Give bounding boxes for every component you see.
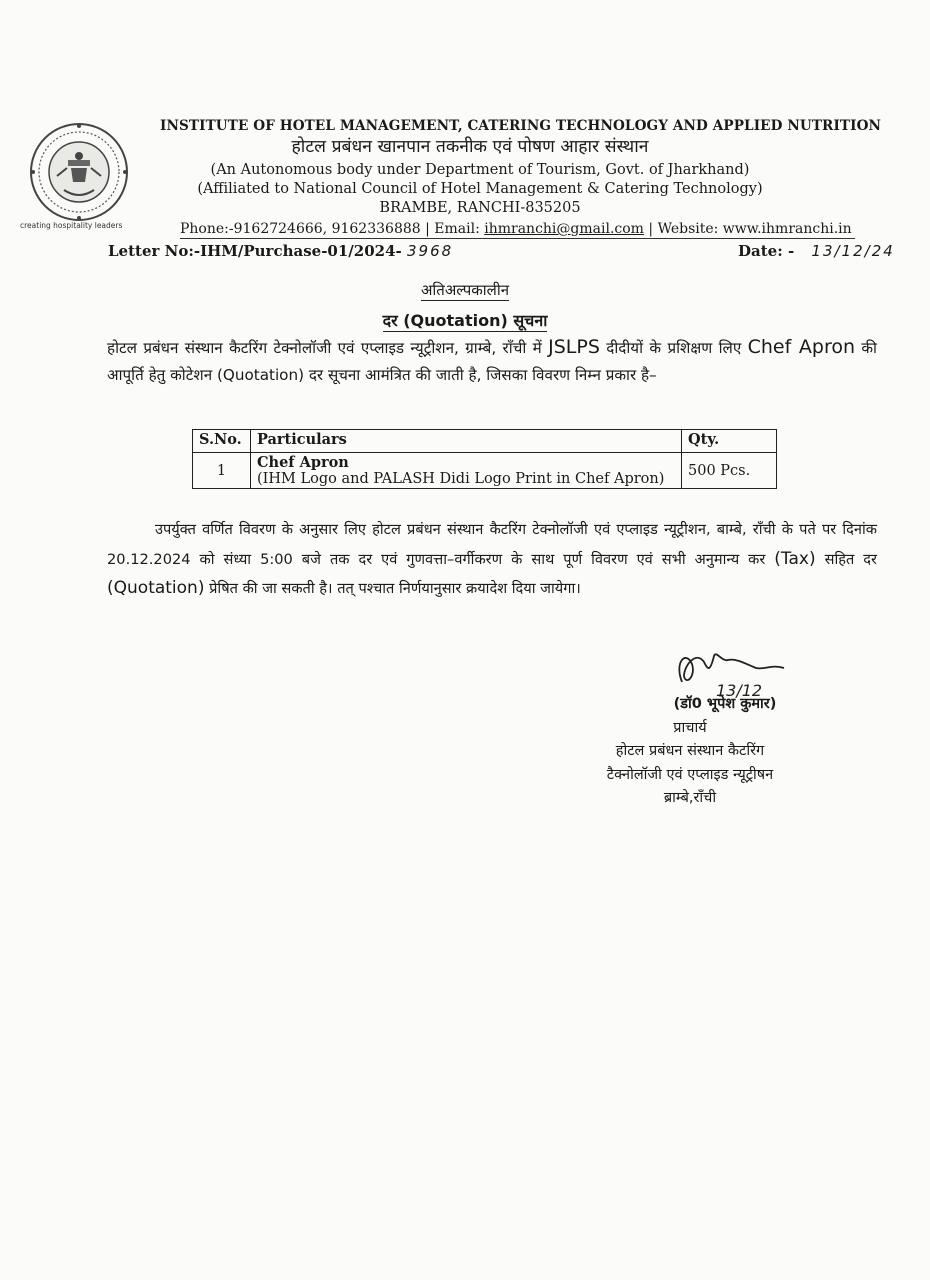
institute-logo-emblem — [24, 120, 134, 224]
notice-title-text: दर (Quotation) सूचना — [382, 311, 548, 330]
signatory-designation: प्राचार्य — [673, 719, 707, 736]
cell-particulars — [251, 453, 682, 489]
autonomous-body-line: (An Autonomous body under Department of Tourism, Govt. of Jharkhand) — [210, 162, 750, 178]
cell-qty: 500 Pcs. — [682, 453, 777, 489]
header-divider — [180, 238, 855, 239]
logo-tagline: creating hospitality leaders — [20, 221, 123, 230]
signatory-org-line1: होटल प्रबंधन संस्थान कैटरिंग — [615, 743, 765, 759]
signatory-org-line2: टैक्नोलॉजी एवं एप्लाइड न्यूट्रीषन — [606, 766, 774, 783]
intro-text-a: होटल प्रबंधन संस्थान कैटरिंग टेक्नोलॉजी एवं एप्लाइड न्यूट्रीशन, ग्राम्बे, राँची में — [107, 339, 549, 357]
terms-tax: (Tax) — [774, 548, 816, 569]
intro-paragraph — [107, 334, 877, 389]
terms-text-a: उपर्युक्त वर्णित विवरण के अनुसार लिए होटल प्रबंधन संस्थान कैटरिंग टेक्नोलॉजी एवं एप्लाइड न्यूट्रीशन, बाम्बे, राँची के पते पर दिनांक 20.12.2024 को संध्या 5:00 बजे तक दर एवं गुणवत्ता–वर्गीकरण के साथ पूर्ण विवरण एवं सभी अनुमान्य कर — [107, 521, 877, 568]
items-table — [192, 429, 777, 489]
urgency-text: अतिअल्पकालीन — [420, 281, 510, 299]
contact-phone: Phone:-9162724666, 9162336888 | Email: — [180, 221, 485, 237]
date-handwritten: 13/12/24 — [811, 242, 895, 260]
intro-text-b: दीदीयों के प्रशिक्षण लिए — [599, 339, 748, 357]
cell-sno: 1 — [193, 453, 251, 489]
header-qty: Qty. — [682, 430, 777, 453]
header-sno: S.No. — [193, 430, 251, 453]
header-particulars: Particulars — [251, 430, 682, 453]
institute-name-hindi: होटल प्रबंधन खानपान तकनीक एवं पोषण आहार संस्थान — [291, 137, 649, 157]
signatory-name: (डॉ0 भूपेश कुमार) — [673, 696, 777, 712]
letter-date — [738, 242, 895, 260]
item-name: Chef Apron — [257, 454, 349, 471]
table-header-row — [193, 430, 777, 453]
terms-text-b: सहित दर — [815, 550, 877, 568]
letter-number-handwritten: 3968 — [406, 242, 454, 260]
address-line: BRAMBE, RANCHI-835205 — [379, 200, 581, 216]
terms-quotation: (Quotation) — [107, 578, 205, 598]
urgency-heading — [0, 280, 930, 300]
letter-number-label: Letter No:-IHM/Purchase-01/2024- — [108, 242, 407, 260]
signature-block — [560, 693, 820, 811]
signatory-org-line3: ब्राम्बे,राँची — [663, 790, 717, 806]
contact-line — [180, 221, 852, 237]
intro-text-c: की आपूर्ति हेतु कोटेशन (Quotation) दर सूचना आमंत्रित की जाती है, जिसका विवरण निम्न प्रकार है– — [107, 339, 877, 384]
intro-jslps: JSLPS — [548, 336, 600, 358]
date-label: Date: - — [738, 242, 800, 260]
institute-name-english: INSTITUTE OF HOTEL MANAGEMENT, CATERING TECHNOLOGY AND APPLIED NUTRITION — [160, 118, 882, 134]
svg-text:13/12: 13/12 — [716, 681, 763, 700]
notice-title — [0, 309, 930, 331]
contact-website: | Website: www.ihmranchi.in — [643, 221, 852, 237]
affiliation-line: (Affiliated to National Council of Hotel Management & Catering Technology) — [197, 181, 763, 197]
terms-text-c: प्रेषित की जा सकती है। तत् पश्चात निर्णयानुसार क्रयादेश दिया जायेगा। — [204, 580, 581, 597]
terms-paragraph — [107, 516, 877, 604]
contact-email-link[interactable]: ihmranchi@gmail.com — [484, 221, 644, 237]
table-row — [193, 453, 777, 489]
intro-item: Chef Apron — [747, 336, 856, 358]
item-description: (IHM Logo and PALASH Didi Logo Print in Chef Apron) — [257, 471, 665, 487]
letter-number — [108, 242, 453, 260]
